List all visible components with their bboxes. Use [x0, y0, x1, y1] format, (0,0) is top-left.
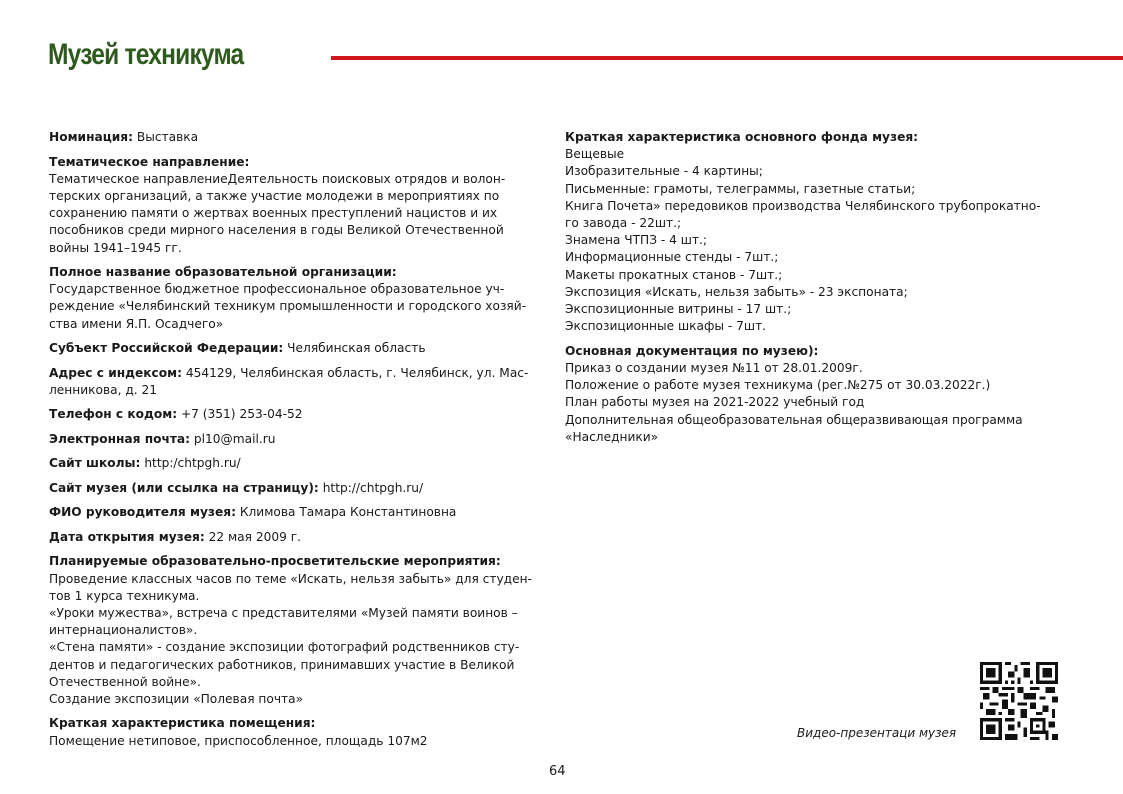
text-line: Государственное бюджетное профессиональное образовательное уч- [49, 282, 505, 297]
field-value: Челябинская область [287, 341, 426, 356]
field-label: Основная документация по музею): [565, 343, 819, 358]
text-line: Отечественной войне». [49, 674, 201, 689]
field-theme [49, 154, 554, 257]
field-label: Субъект Российской Федерации: [49, 341, 284, 356]
field-label: Краткая характеристика основного фонда музея: [565, 130, 919, 144]
list-item: Изобразительные - 4 картины; [565, 164, 763, 179]
list-item: Экспозиционные шкафы - 7шт. [565, 319, 767, 334]
list-item: Экспозиция «Искать, нельзя забыть» - 23 экспоната; [565, 284, 908, 299]
page-number: 64 [549, 764, 566, 779]
field-label: Номинация: [49, 130, 133, 144]
text-line: войны 1941–1945 гг. [49, 240, 182, 255]
video-presentation-label: Видео-презентаци музея [797, 726, 957, 740]
text-line: терских организаций, а также участие молодежи в мероприятиях по [49, 188, 500, 203]
field-opening [49, 529, 554, 546]
field-nomination [49, 129, 554, 146]
field-label: ФИО руководителя музея: [49, 505, 236, 520]
field-org-name [49, 264, 554, 333]
field-phone [49, 406, 554, 423]
header-divider [331, 56, 1123, 60]
text-line: дентов и педагогических работников, принимавших участие в Великой [49, 657, 515, 672]
text-line: ленникова, д. 21 [49, 382, 158, 397]
school-site-link[interactable]: http:/chtpgh.ru/ [144, 456, 241, 471]
text-line: Помещение нетиповое, приспособленное, площадь 107м2 [49, 733, 428, 748]
list-item: Информационные стенды - 7шт.; [565, 250, 779, 265]
text-line: реждение «Челябинский техникум промышленности и городского хозяй- [49, 299, 527, 314]
qr-code-icon[interactable] [980, 662, 1058, 740]
list-item: Приказ о создании музея №11 от 28.01.2009г. [565, 360, 863, 375]
field-label: Сайт школы: [49, 456, 141, 471]
field-label: Электронная почта: [49, 431, 191, 446]
field-value: 454129, Челябинская область, г. Челябинск, ул. Мас- [185, 365, 529, 380]
text-line: Тематическое направлениеДеятельность поисковых отрядов и волон- [49, 171, 506, 186]
list-item: го завода - 22шт.; [565, 216, 682, 231]
list-item: Положение о работе музея техникума (рег.№275 от 30.03.2022г.) [565, 378, 991, 393]
field-value: Выставка [136, 130, 199, 144]
field-address [49, 365, 554, 399]
text-line: пособников среди мирного населения в годы Великой Отечественной [49, 223, 504, 238]
text-line: тов 1 курса техникума. [49, 588, 200, 603]
list-item: Макеты прокатных станов - 7шт.; [565, 267, 783, 282]
field-value: 22 мая 2009 г. [208, 529, 301, 544]
list-item: План работы музея на 2021-2022 учебный год [565, 395, 865, 410]
list-item: Знамена ЧТПЗ - 4 шт.; [565, 233, 708, 248]
field-label: Сайт музея (или ссылка на страницу): [49, 480, 319, 495]
field-label: Дата открытия музея: [49, 529, 205, 544]
text-line: сохранению памяти о жертвах военных преступлений нацистов и их [49, 206, 498, 221]
list-item: Книга Почета» передовиков производства Челябинского трубопрокатно- [565, 198, 1041, 213]
email-link[interactable]: pl10@mail.ru [193, 431, 276, 446]
field-region [49, 340, 554, 357]
left-column [49, 129, 554, 757]
field-fund [565, 129, 1075, 335]
field-museum-site [49, 480, 554, 497]
field-school-site [49, 455, 554, 472]
field-label: Телефон с кодом: [49, 407, 178, 422]
field-value: +7 (351) 253-04-52 [180, 407, 303, 422]
list-item: «Наследники» [565, 429, 659, 444]
field-email [49, 431, 554, 448]
text-line: интернационалистов». [49, 623, 198, 638]
field-label: Тематическое направление: [49, 154, 250, 169]
text-line: ства имени Я.П. Осадчего» [49, 316, 224, 331]
text-line: Проведение классных часов по теме «Искать, нельзя забыть» для студен- [49, 571, 532, 586]
field-label: Планируемые образовательно-просветительские мероприятия: [49, 554, 501, 569]
list-item: Вещевые [565, 147, 625, 162]
museum-site-link[interactable]: http://chtpgh.ru/ [322, 480, 424, 495]
field-label: Краткая характеристика помещения: [49, 716, 316, 731]
list-item: Экспозиционные витрины - 17 шт.; [565, 302, 792, 317]
field-docs [565, 343, 1075, 446]
field-events [49, 553, 554, 708]
text-line: «Уроки мужества», встреча с представителями «Музей памяти воинов – [49, 605, 518, 620]
field-head [49, 504, 554, 521]
field-premises [49, 715, 554, 749]
list-item: Письменные: грамоты, телеграммы, газетные статьи; [565, 181, 916, 196]
field-label: Адрес с индексом: [49, 365, 182, 380]
text-line: «Стена памяти» - создание экспозиции фотографий родственников сту- [49, 640, 520, 655]
field-value: Климова Тамара Константиновна [239, 505, 457, 520]
field-label: Полное название образовательной организации: [49, 265, 397, 280]
page-title: Музей техникума [48, 38, 244, 71]
right-column [565, 129, 1075, 453]
text-line: Создание экспозиции «Полевая почта» [49, 691, 304, 706]
list-item: Дополнительная общеобразовательная общеразвивающая программа [565, 412, 1023, 427]
